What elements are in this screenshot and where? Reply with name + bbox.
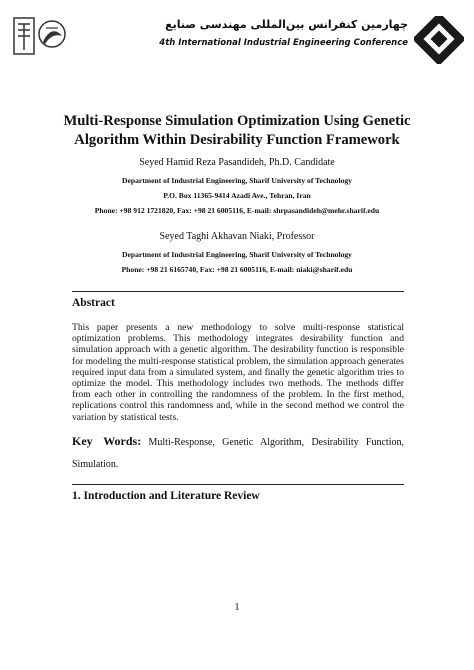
author-1-contact: Phone: +98 912 1721820, Fax: +98 21 6005116, E-mail: shrpasandideh@mehr.sharif.edu [94,206,380,215]
abstract-text: This paper presents a new methodology to solve multi-response statistical optimization problems. This methodology integrates desirability function and simulation approach with a genetic algorithm. The desirability function is responsible for modeling the multi-response statistical problem, the simulation approach generates required input data from a simulated system, and finally the genetic algorithm tries to optimize the model. This methodology includes two methods. The methods differ from each other in controlling the randomness of the problem. In the first method, replications control this randomness and, while in the second method we control the variation by statistical tests. [72,322,404,423]
author-1-name: Seyed Hamid Reza Pasandideh, Ph.D. Candidate [139,157,335,168]
keywords-line [72,434,404,449]
page-number: 1 [234,602,240,613]
keywords-list-continued: Simulation. [72,459,119,470]
abstract-heading: Abstract [72,297,115,309]
divider-rule-2 [72,484,404,485]
author-2-department: Department of Industrial Engineering, Sharif University of Technology [122,250,352,259]
conference-title-persian: چهارمین کنفرانس بین‌المللی مهندسی صنایع [165,18,408,31]
author-1-address: P.O. Box 11365-9414 Azadi Ave., Tehran, Iran [163,191,311,200]
keywords-label: Key Words: [72,434,142,448]
author-2-name: Seyed Taghi Akhavan Niaki, Professor [159,231,315,242]
section-heading: 1. Introduction and Literature Review [72,490,260,502]
conference-title-english: 4th International Industrial Engineering Conference [159,38,408,48]
paper-title-line-2: Algorithm Within Desirability Function Framework [74,132,400,148]
author-1-department: Department of Industrial Engineering, Sharif University of Technology [122,176,352,185]
author-2-contact: Phone: +98 21 6165740, Fax: +98 21 6005116, E-mail: niaki@sharif.edu [121,265,353,274]
keywords-list: Multi-Response, Genetic Algorithm, Desirability Function, [148,437,404,448]
paper-title-line-1: Multi-Response Simulation Optimization Using Genetic [63,113,411,129]
conference-logo [414,16,464,64]
paper-title [30,112,444,150]
university-logo [12,16,68,58]
divider-rule [72,291,404,292]
